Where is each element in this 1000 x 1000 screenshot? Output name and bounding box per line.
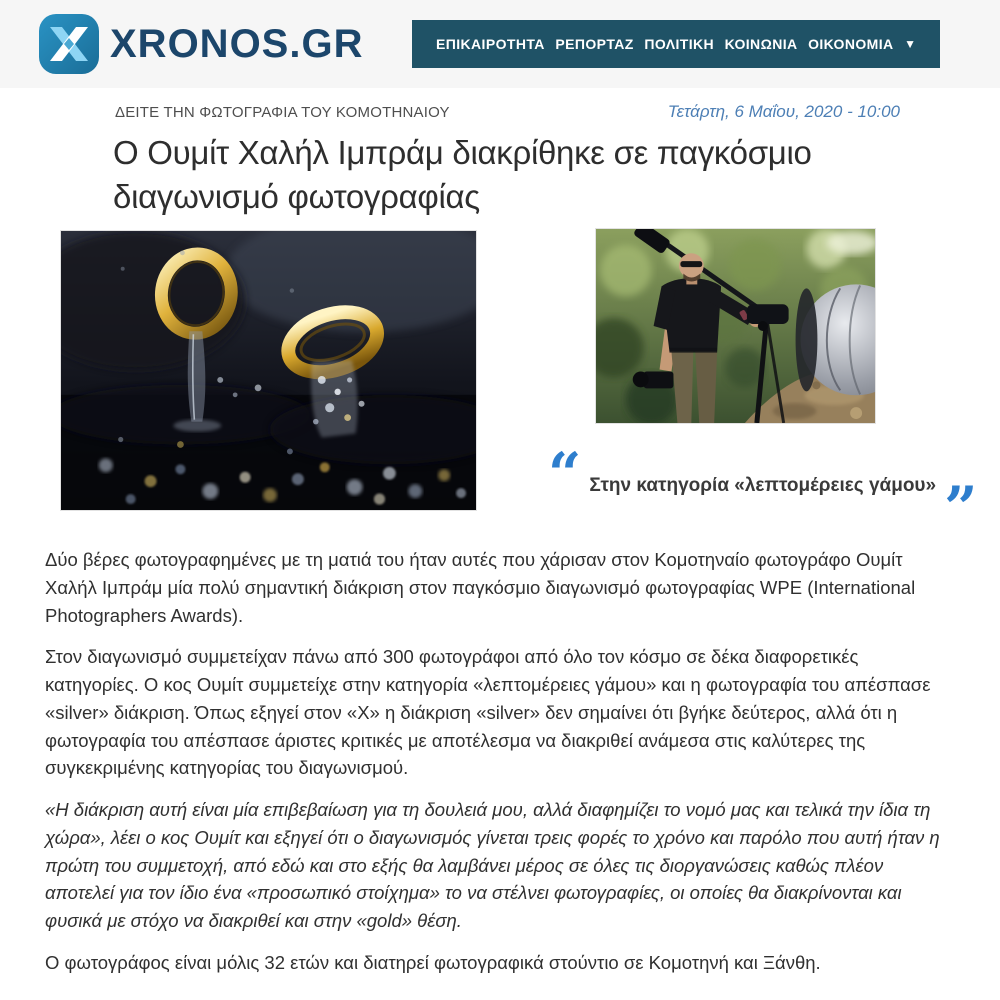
article-image-rings xyxy=(60,230,477,511)
nav-item-oikonomia[interactable]: ΟΙΚΟΝΟΜΙΑ xyxy=(808,36,894,52)
x-ribbon-icon xyxy=(38,13,100,75)
site-logo[interactable] xyxy=(38,13,363,75)
article-title: Ο Ουμίτ Χαλήλ Ιμπράμ διακρίθηκε σε παγκόσμιο διαγωνισμό φωτογραφίας xyxy=(113,134,812,215)
photographer-photo xyxy=(596,229,875,423)
pull-quote-text: Στην κατηγορία «λεπτομέρειες γάμου» xyxy=(589,475,937,496)
article-paragraph: Στον διαγωνισμό συμμετείχαν πάνω από 300 φωτογράφοι από όλο τον κόσμο σε δέκα διαφορετικές κατηγορίες. Ο κος Ουμίτ συμμετείχε στην κατηγορία «λεπτομέρειες γάμου» και η φωτογραφία του απέσπασε «silver» διάκριση. Όπως εξηγεί στον «Χ» η διάκριση «silver» δεν σημαίνει ότι βγήκε δεύτερος, αλλά ότι η φωτογραφία του απέσπασε άριστες κριτικές με αποτέλεσμα να διακριθεί ανάμεσα στις καλύτερες της συγκεκριμένης κατηγορίας του διαγωνισμού. xyxy=(45,646,931,779)
chevron-down-icon[interactable]: ▼ xyxy=(904,37,916,51)
nav-item-reportaz[interactable]: ΡΕΠΟΡΤΑΖ xyxy=(555,36,634,52)
article-paragraph: Ο φωτογράφος είναι μόλις 32 ετών και διατηρεί φωτογραφικά στούντιο σε Κομοτηνή και Ξάνθη. xyxy=(45,951,821,973)
nav-item-epikairotita[interactable]: ΕΠΙΚΑΙΡΟΤΗΤΑ xyxy=(436,36,545,52)
pull-quote xyxy=(548,440,978,542)
site-logo-text: XRONOS.GR xyxy=(110,21,364,66)
main-nav xyxy=(412,20,940,68)
quote-open-icon: “ xyxy=(548,440,582,508)
article-body xyxy=(45,546,957,991)
quote-close-icon: ” xyxy=(944,474,978,542)
nav-item-koinonia[interactable]: ΚΟΙΝΩΝΙΑ xyxy=(724,36,798,52)
article-image-photographer xyxy=(595,228,876,424)
site-header xyxy=(0,0,1000,88)
article-paragraph-quote: «Η διάκριση αυτή είναι μία επιβεβαίωση για τη δουλειά μου, αλλά διαφημίζει το νομό μας και τελικά την ίδια τη χώρα», λέει ο κος Ουμίτ και εξηγεί ότι ο διαγωνισμός γίνεται τρεις φορές το χρόνο και παρόλο που αυτή ήταν η πρώτη του συμμετοχή, από εδώ και στο εξής θα λαμβάνει μέρος σε όλες τις διοργανώσεις καθώς πλέον αποτελεί για τον ίδιο ένα «προσωπικό στοίχημα» το να στέλνει φωτογραφίες, οι οποίες θα διακρίνονται και φυσικά με στόχο να διακριθεί και στην «gold» θέση. xyxy=(45,799,940,931)
nav-item-politiki[interactable]: ΠΟΛΙΤΙΚΗ xyxy=(644,36,715,52)
article-date: Τετάρτη, 6 Μαΐου, 2020 - 10:00 xyxy=(667,102,900,121)
wedding-rings-photo xyxy=(61,231,476,510)
article-kicker: ΔΕΙΤΕ ΤΗΝ ΦΩΤΟΓΡΑΦΙΑ ΤΟΥ ΚΟΜΟΤΗΝΑΙΟΥ xyxy=(115,104,450,121)
article-paragraph: Δύο βέρες φωτογραφημένες με τη ματιά του ήταν αυτές που χάρισαν στον Κομοτηναίο φωτογράφο Ουμίτ Χαλήλ Ιμπράμ μία πολύ σημαντική διάκριση στον παγκόσμιο διαγωνισμό φωτογραφίας WPE (International Photographers Awards). xyxy=(45,549,916,626)
